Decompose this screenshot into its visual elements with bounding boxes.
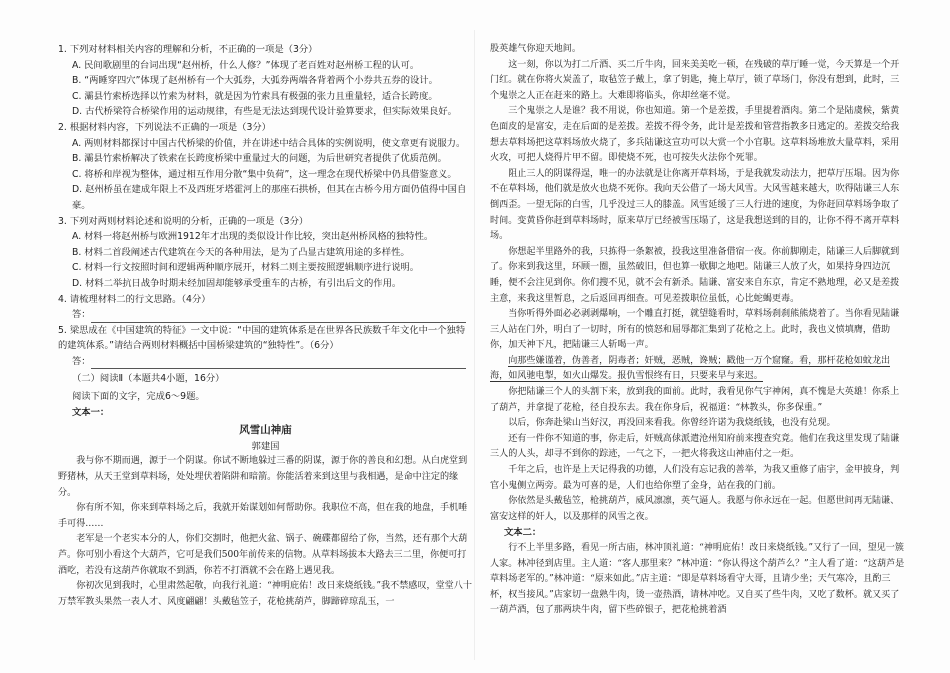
text1-label: 文本一：: [72, 406, 110, 418]
story-paragraph: 当你听得外面必必剥剥爆响，一个雕直打挺，就望缝看时，草料场刹刹熊熊烧着了。当你看见陆谦三人站在门外，明白了一切时，所有的愤怒和屈辱都汇集到了花枪之上。此时，我也义愤填膺，借助你，加天神下凡，把陆谦三人斩喝一声。: [490, 309, 900, 351]
text2-label: 文本二：: [504, 527, 542, 539]
story-paragraph: 股英雄气你迎天地间。: [490, 44, 581, 54]
story-paragraph: 你想起半里路外的我，只拣得一条絮被，投我这里准备借宿一夜。你前脚刚走，陆谦三人后脚就到了。你来到我这里，环顾一圈，虽然破旧，但也算一歇脚之地吧。陆谦三人放了火，如果持身四边沉睡，便不会注见到你。你们搜不见，就不会有新杀。陆谦、富安来自东京，肯定不熟地理，必又是差拨主意，来我这里暂息，之后返回再细查。可见差拨职位虽低，心比蛇蝎更毒。: [490, 246, 900, 304]
text2-paragraph: 行不上半里多路，看见一所古庙，林冲顶礼道：“神明庇佑！改日来烧纸钱。”又行了一回，望见一簇人家。林冲径到店里。主人道：“客人那里来？”林冲道：“你认得这个葫芦么？”主人看了道：“这葫芦是草料场老军的。”林冲道：“原来如此。”店主道：“即是草料场看守大哥，且请少坐；天气寒冷，且酌三杯，权当接风。”店家切一盘熟牛肉，烫一壶热酒，请林冲吃。又自买了些牛肉，又吃了数杯。就又买了一葫芦酒，包了那两块牛肉，留下些碎银子，把花枪挑着酒: [490, 543, 905, 616]
left-column: [58, 42, 473, 610]
story-paragraph: 你有所不知，你来到草料场之后，我就开始谋划如何帮助你。我职位不高，但在我的地盘，手机唾手可得……: [58, 503, 468, 529]
story-paragraph: 还有一件你不知道的事，你走后，奸贼高俅派遣沧州知府前来搜查究竟。他们在我这里发现了陆谦三人的人头，却寻不到你的踪迹，一气之下，一把火将我这山神庙付之一炬。: [490, 433, 900, 460]
story-paragraph: 你把陆谦三个人的头割下来，放到我的面前。此时，我看见你气宇神闲，真不愧是大英雄！你系上了葫芦，并拿提了花枪，径自投东去。我在你身后，祝福道：“林教头，你多保重。”: [490, 387, 900, 413]
q3-option-b: B. 材料二首段阐述古代建筑在今天的各种用法，是为了凸显古建筑用途的多样性。: [72, 246, 410, 258]
story-paragraph: 这一刻，你以为打二斤酒、买二斤牛肉，回来美美吃一顿，在残破的草厅睡一觉，今天算是一个开门红。就在你将火炭盖了，取毡笠子戴上，拿了钥匙，掩上草厅，锁了草场门，你没有想到，此时，三个鬼崇之人正在赶来的路上。大难即将临头，你却丝毫不觉。: [490, 59, 900, 101]
instruction: 阅读下面的文字，完成6～9题。: [72, 391, 205, 403]
underlined-text: 向那些嫌谨着，伪善者，阴毒者；奸贼，恶贼，谗贼；戳他一万个窟窿。看，那杆花枪如蚊龙出海，如风驰电掣，如火山爆发。报仇雪恨终有日，只要来早与来迟。: [490, 355, 891, 382]
story-paragraph: 老军是一个老实本分的人，你们交割时，他把火盆、锅子、碗碟都留给了你，当然，还有那个大葫芦。你可别小看这个大葫芦，它可是我们500年前传来的信物。从草料场拔本大路去三二里，你便可打酒吃，若没有这葫芦你就取不到酒，你若不打酒就不会在路上遇见我。: [58, 534, 468, 576]
question-2: 2. 根据材料内容，下列说法不正确的一项是（3分）: [58, 121, 271, 133]
question-4: 4. 请梳理材料二的行文思路。（4分）: [58, 293, 211, 305]
q2-option-b: B. 灞县竹索桥解决了铁索在长跨度桥梁中重量过大的问题，为后世研究者提供了优质范例。: [72, 153, 447, 165]
q3-option-d: D. 材料二举抗日战争时期未经加固却能够承受重车的古桥，有引出后文的作用。: [72, 277, 402, 289]
answer-line-4[interactable]: [72, 307, 473, 323]
q1-option-c: C. 灞县竹索桥选择以竹索为材料，就是因为竹索具有极强的张力且重量轻，适合长跨度。: [72, 90, 438, 102]
story-paragraph: 千年之后，也许是上天记得我的功德，人们没有忘记我的善举，为我又重修了庙宇，金甲披身，判官小鬼侧立两旁。最为可喜的是，人们也给你塑了金身，站在我的门前。: [490, 465, 900, 491]
q1-option-d: D. 古代桥梁符合桥梁作用的运动规律，有些是无法达到现代设计验算要求，但实际效果良好。: [72, 106, 457, 118]
q3-option-a: A. 材料一将赵州桥与欧洲1912年才出现的类似设计作比较，突出赵州桥风格的独特性。: [72, 231, 434, 243]
story-paragraph: 你初次见到我时，心里肃然起敬，向我行礼道：“神明庇佑！改日来烧纸钱。”我不禁感叹，堂堂八十万禁军教头果然一表人才、风度翩翩！头戴毡笠子，花枪挑葫芦，脚蹄碎琼乱玉，一: [58, 581, 472, 607]
answer-label: 答：: [72, 309, 91, 321]
question-5: 5. 梁思成在《中国建筑的特征》一文中说：“中国的建筑体系是在世界各民族数千年文化中一个独特的建筑体系。”请结合两则材料概括中国桥梁建筑的“独特性”。（6分）: [58, 324, 466, 352]
story-paragraph: 三个鬼崇之人是谁？我不用说，你也知道。第一个是差拨，手里提着酒肉。第二个是陆虞候，紫黄色面皮的是富安，走在后面的是差拨。差拨不得令务，此计是差拨和管营指教多日逃定的。差拨交给我想去草料场把这草料场放火烧了，多兵陆谦这宣功可以大赏一个小官职。这草料场堆放大量草料，采用火攻，可把人烧得片甲不留。即使烧不死，也可按失火法你个死罪。: [490, 106, 900, 164]
story-paragraph: 你依然是头戴毡笠，枪挑葫芦，威风凛凛，英气逼人。我愿与你永远在一起。但愿世间再无陆谦、富安这样的奸人，以及那样的风雪之夜。: [490, 496, 900, 522]
right-column: [490, 42, 908, 619]
q2-option-c: C. 将桥和岸视为整体，通过相互作用分散“集中负荷”，这一理念在现代桥梁中仍具借鉴意义。: [72, 168, 457, 180]
answer-line-5[interactable]: [72, 354, 473, 370]
story-title: 风雪山神庙: [239, 424, 292, 437]
story-paragraph: 我与你不期而遇，源于一个阴谋。你试不断地躲过三番的阴谋，源于你的善良和幻想。从白虎堂到野猪林，从天王堂到草料场，处处埋伏着陷阱和暗箭。你能活着来到这里与我相遇，是命中注定的缘分。: [58, 456, 468, 498]
underlined-paragraph: [490, 354, 908, 385]
q3-option-c: C. 材料一行文按照时间和逻辑两种顺序展开，材料二则主要按照逻辑顺序进行说明。: [72, 262, 420, 274]
story-author: 郭建国: [251, 440, 280, 452]
q1-option-a: A. 民间歌剧里的台词出现“赵州桥，什么人修？”体现了老百姓对赵州桥工程的认可。: [72, 59, 420, 71]
answer-label: 答：: [72, 355, 91, 367]
q1-option-b: B. “两睡穿四穴”体现了赵州桥有一个大弧券，大弧券两端各背着两个小券共五券的设计。: [72, 75, 438, 87]
question-3: 3. 下列对两则材料论述和说明的分析，正确的一项是（3分）: [58, 215, 309, 227]
question-1: 1. 下列对材料相关内容的理解和分析，不正确的一项是（3分）: [58, 44, 318, 55]
section-heading: （二）阅读Ⅱ（本题共4小题，16分）: [72, 373, 225, 385]
q2-option-a: A. 两则材料都探讨中国古代桥梁的价值，并在讲述中结合具体的实例说明，使文章更有说服力。: [72, 137, 466, 149]
q2-option-d: D. 赵州桥虽在建成年限上不及西班牙塔霍河上的那座石拱桥，但其在古桥今用方面仍值得中国自豪。: [72, 184, 467, 211]
column-divider: [474, 30, 475, 660]
story-paragraph: 阻止三人的阴谋得逞，唯一的办法就是让你离开草料场，于是我就发动法力，把草厅压塌。因为你不在草料场，他们就是放火也烧不死你。我向天公借了一场大风雪。大风雪越来越大，吹得陆谦三人东倒西歪。一望无际的白雪，几乎没过三人的膝盖。风雪延缓了三人行进的速度，为你赶回草料场争取了时间。变黄昏你赶到草料场时，原来草厅已经被雪压塌了，这是我想送到的目的，让你不得不离开草料场。: [490, 168, 900, 242]
story-paragraph: 以后，你奔赴梁山当好汉，再没回来看我。你曾经许诺为我烧纸钱，也没有兑现。: [508, 418, 836, 429]
